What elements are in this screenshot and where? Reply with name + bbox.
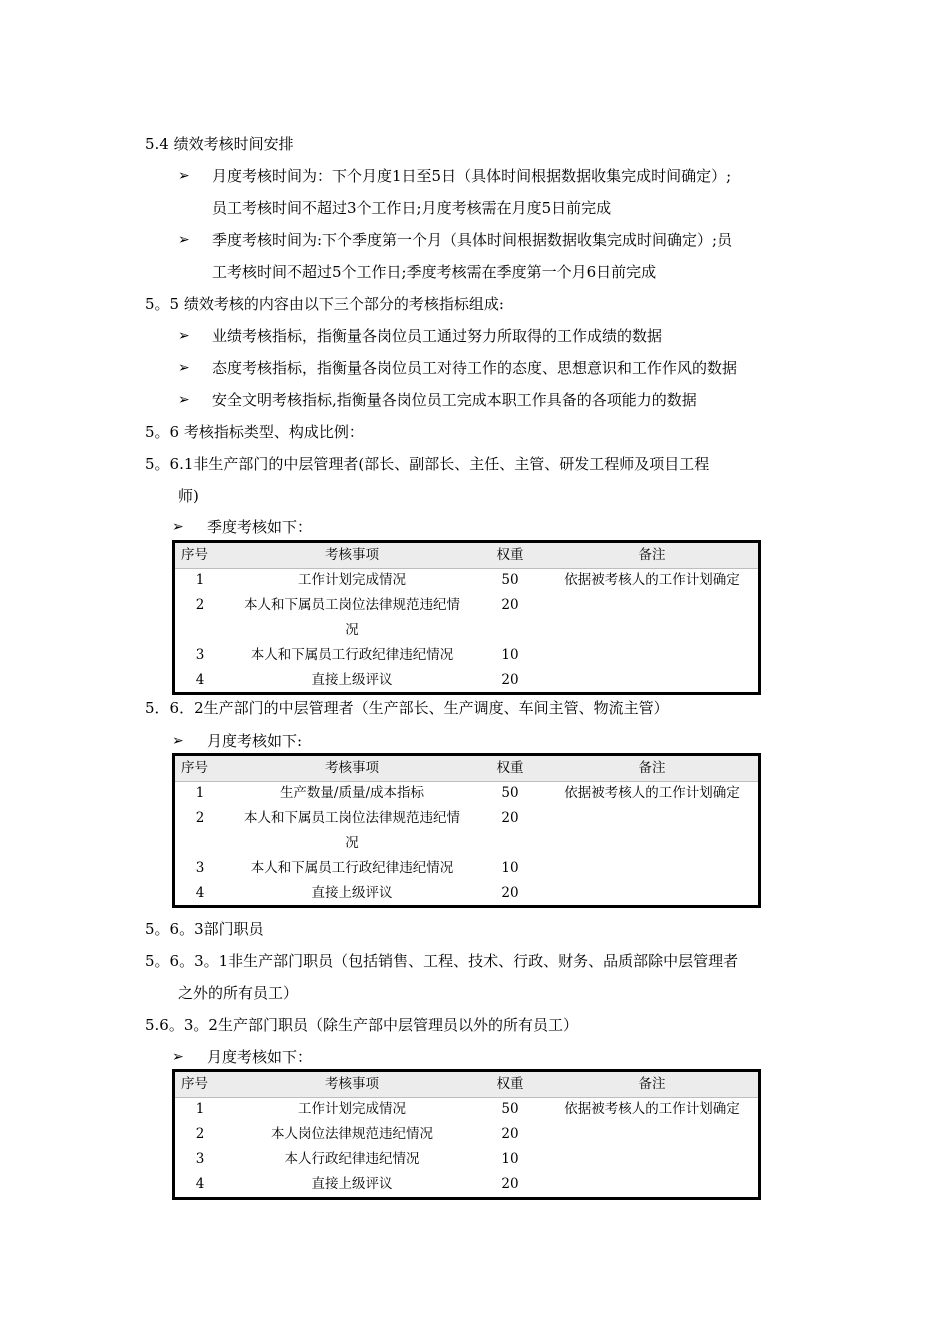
row-item: 本人和下属员工行政纪律违纪情况 [250,860,454,876]
row-no: 1 [195,1101,205,1117]
row-note: 依据被考核人的工作计划确定 [564,572,740,588]
section-5-4-bullet-2-line-1: 季度考核时间为:下个季度第一个月（具体时间根据数据收集完成时间确定）;员 [212,231,733,249]
row-weight: 20 [501,597,519,613]
section-5-6-2-bullet: 月度考核如下: [207,732,303,750]
section-5-5-title: 5。5 绩效考核的内容由以下三个部分的考核指标组成: [145,295,504,313]
row-weight: 50 [501,1101,519,1117]
section-5-6-3-1-line-2: 之外的所有员工） [178,984,299,1002]
row-weight: 20 [501,1126,519,1142]
section-5-6-2: 5．6．2生产部门的中层管理者（生产部长、生产调度、车间主管、物流主管） [145,699,669,717]
row-weight: 10 [501,860,519,876]
row-weight: 50 [501,785,519,801]
row-weight: 10 [501,1151,519,1167]
row-no: 3 [195,860,205,876]
row-weight: 20 [501,1176,519,1192]
bullet-arrow-icon: ➢ [172,1049,184,1065]
row-item: 直接上级评议 [311,672,393,688]
bullet-arrow-icon: ➢ [178,232,190,248]
section-5-5-bullet-3: 安全文明考核指标,指衡量各岗位员工完成本职工作具备的各项能力的数据 [212,391,697,409]
row-weight: 50 [501,572,519,588]
section-5-4-bullet-1-line-1: 月度考核时间为：下个月度1日至5日（具体时间根据数据收集完成时间确定）; [212,167,732,185]
header-note: 备注 [638,760,666,776]
row-item: 生产数量/质量/成本指标 [279,785,425,801]
section-5-6-1-line-2: 师) [178,487,199,505]
row-item-wrap: 况 [345,622,359,638]
header-note: 备注 [638,1076,666,1092]
assessment-table-3 [172,1069,761,1200]
row-item: 本人行政纪律违纪情况 [284,1151,420,1167]
row-weight: 20 [501,885,519,901]
row-no: 2 [195,597,205,613]
row-item: 直接上级评议 [311,885,393,901]
row-no: 4 [195,672,205,688]
header-no: 序号 [181,547,208,563]
row-no: 1 [195,785,205,801]
assessment-table-1 [172,540,761,695]
row-note: 依据被考核人的工作计划确定 [564,1101,740,1117]
row-no: 2 [195,810,205,826]
row-no: 4 [195,1176,205,1192]
header-weight: 权重 [496,760,524,776]
row-item: 直接上级评议 [311,1176,393,1192]
header-item: 考核事项 [325,547,379,563]
section-5-6-3-1-line-1: 5。6。3。1非生产部门职员（包括销售、工程、技术、行政、财务、品质部除中层管理者 [145,952,739,970]
header-weight: 权重 [496,547,524,563]
row-no: 2 [195,1126,205,1142]
section-5-5-bullet-2: 态度考核指标，指衡量各岗位员工对待工作的态度、思想意识和工作作风的数据 [212,359,738,377]
bullet-arrow-icon: ➢ [172,733,184,749]
header-note: 备注 [638,547,666,563]
bullet-arrow-icon: ➢ [178,328,190,344]
section-5-6-title: 5。6 考核指标类型、构成比例： [145,423,364,441]
row-note: 依据被考核人的工作计划确定 [564,785,740,801]
header-item: 考核事项 [325,760,379,776]
bullet-arrow-icon: ➢ [172,519,184,535]
section-5-4-bullet-2-line-2: 工考核时间不超过5个工作日;季度考核需在季度第一个月6日前完成 [212,263,657,281]
row-item: 本人和下属员工岗位法律规范违纪情 [244,810,460,826]
row-item: 工作计划完成情况 [298,572,406,588]
row-item: 本人岗位法律规范违纪情况 [271,1126,433,1142]
header-weight: 权重 [496,1076,524,1092]
section-5-5-bullet-1: 业绩考核指标，指衡量各岗位员工通过努力所取得的工作成绩的数据 [212,327,663,345]
bullet-arrow-icon: ➢ [178,168,190,184]
row-weight: 20 [501,672,519,688]
row-no: 3 [195,1151,205,1167]
bullet-arrow-icon: ➢ [178,392,190,408]
section-5-6-1-bullet: 季度考核如下： [207,518,313,536]
row-weight: 10 [501,647,519,663]
row-item: 工作计划完成情况 [298,1101,406,1117]
row-item-wrap: 况 [345,835,359,851]
row-no: 4 [195,885,205,901]
row-no: 3 [195,647,205,663]
section-5-6-3: 5。6。3部门职员 [145,920,264,938]
header-no: 序号 [181,1076,208,1092]
row-item: 本人和下属员工岗位法律规范违纪情 [244,597,460,613]
section-5-6-3-2: 5.6。3。2生产部门职员（除生产部中层管理员以外的所有员工） [145,1016,578,1034]
row-item: 本人和下属员工行政纪律违纪情况 [250,647,454,663]
row-weight: 20 [501,810,519,826]
section-5-6-3-2-bullet: 月度考核如下： [207,1048,313,1066]
section-5-4-bullet-1-line-2: 员工考核时间不超过3个工作日;月度考核需在月度5日前完成 [212,199,612,217]
assessment-table-2 [172,753,761,908]
bullet-arrow-icon: ➢ [178,360,190,376]
header-no: 序号 [181,760,208,776]
section-5-4-title: 5.4 绩效考核时间安排 [145,135,294,153]
header-item: 考核事项 [325,1076,379,1092]
section-5-6-1-line-1: 5。6.1非生产部门的中层管理者(部长、副部长、主任、主管、研发工程师及项目工程 [145,455,710,473]
row-no: 1 [195,572,205,588]
